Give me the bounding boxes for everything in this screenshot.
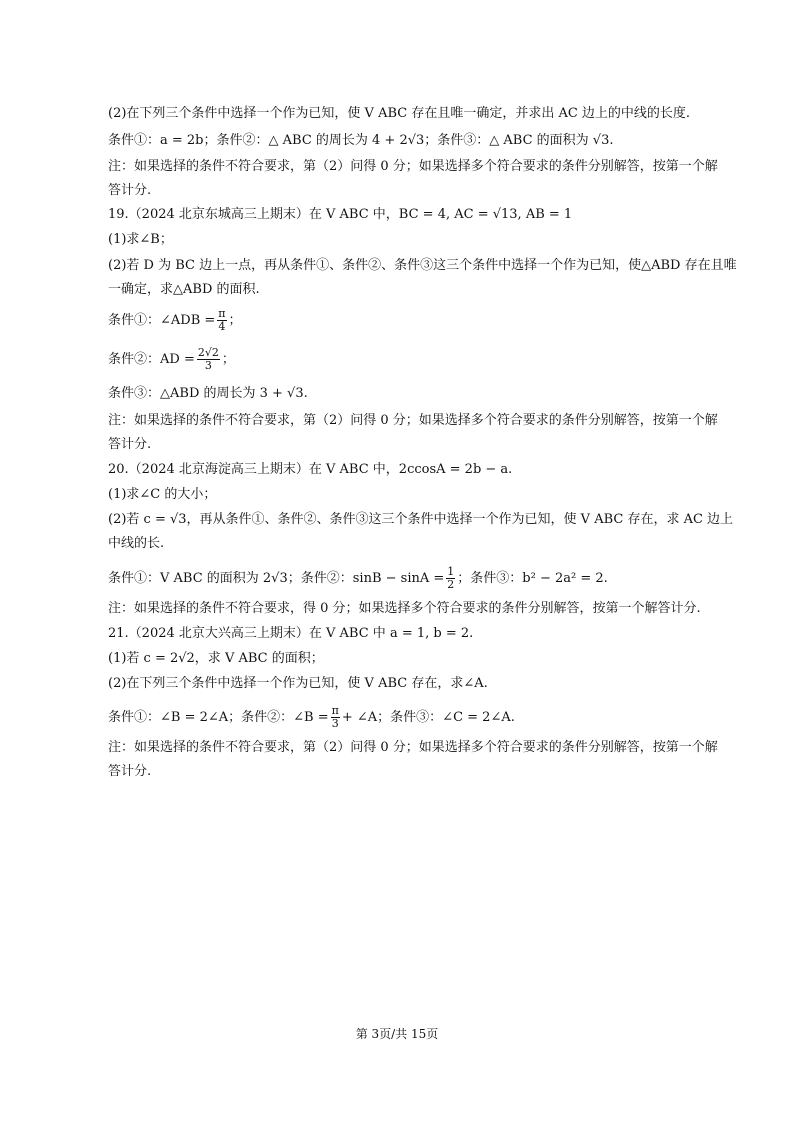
text-line: (2)若 c = √3，再从条件①、条件②、条件③这三个条件中选择一个作为已知，使 V ABC 存在，求 AC 边上 xyxy=(108,512,734,527)
question-20-header: 20.（2024 北京海淀高三上期末）在 V ABC 中，2ccosA = 2b − a. xyxy=(108,462,513,477)
fraction xyxy=(217,308,226,333)
text-line: (2)若 D 为 BC 边上一点，再从条件①、条件②、条件③这三个条件中选择一个作为已知，使△ABD 存在且唯 xyxy=(108,258,737,273)
text-line: (1)求∠B； xyxy=(108,232,173,247)
cond-suffix: ；条件③：b² − 2a² = 2. xyxy=(457,571,608,586)
question-19-header: 19.（2024 北京东城高三上期末）在 V ABC 中，BC = 4, AC = √13, AB = 1 xyxy=(108,207,573,222)
text-line: 条件①：a = 2b；条件②：△ ABC 的周长为 4 + 2√3；条件③：△ ABC 的面积为 √3. xyxy=(108,133,614,148)
text-line: 答计分. xyxy=(108,764,152,779)
text-line: 注：如果选择的条件不符合要求，第（2）问得 0 分；如果选择多个符合要求的条件分别解答，按第一个解 xyxy=(108,413,718,428)
page-number-footer: 第 3页/共 15页 xyxy=(355,1027,439,1041)
q21-conditions xyxy=(108,705,515,730)
text-line: 注：如果选择的条件不符合要求，第（2）问得 0 分；如果选择多个符合要求的条件分别解答，按第一个解 xyxy=(108,159,718,174)
text-line: (1)求∠C 的大小； xyxy=(108,487,217,502)
q20-conditions xyxy=(108,566,608,591)
cond-prefix: 条件②：AD = xyxy=(108,352,195,367)
text-line: 一确定，求△ABD 的面积. xyxy=(108,282,260,297)
fraction-numerator: 1 xyxy=(447,565,455,578)
fraction-numerator: 2√2 xyxy=(197,346,219,359)
q19-condition-2 xyxy=(108,347,235,372)
text-line: 条件③：△ABD 的周长为 3 + √3. xyxy=(108,386,308,401)
cond-prefix: 条件①：∠ADB = xyxy=(108,313,216,328)
cond-prefix: 条件①：V ABC 的面积为 2√3；条件②：sinB − sinA = xyxy=(108,571,445,586)
question-21-header: 21.（2024 北京大兴高三上期末）在 V ABC 中 a = 1, b = 2. xyxy=(108,626,474,641)
text-line: 注：如果选择的条件不符合要求，第（2）问得 0 分；如果选择多个符合要求的条件分别解答，按第一个解 xyxy=(108,740,718,755)
text-line: (2)在下列三个条件中选择一个作为已知，使 V ABC 存在且唯一确定，并求出 AC 边上的中线的长度. xyxy=(108,106,691,121)
text-line: (1)若 c = 2√2，求 V ABC 的面积； xyxy=(108,651,324,666)
text-line: 中线的长. xyxy=(108,536,165,551)
text-line: 注：如果选择的条件不符合要求，得 0 分；如果选择多个符合要求的条件分别解答，按第一个解答计分. xyxy=(108,601,701,616)
cond-suffix: ； xyxy=(221,352,235,367)
cond-suffix: + ∠A；条件③：∠C = 2∠A. xyxy=(341,710,515,725)
cond-suffix: ； xyxy=(228,313,242,328)
fraction-denominator: 4 xyxy=(218,320,226,333)
text-line: 答计分. xyxy=(108,437,152,452)
fraction xyxy=(331,705,340,730)
q19-condition-1 xyxy=(108,308,242,333)
fraction-numerator: π xyxy=(218,307,226,320)
fraction-numerator: π xyxy=(331,704,339,717)
fraction xyxy=(446,566,455,591)
text-line: 答计分. xyxy=(108,183,152,198)
fraction-denominator: 2 xyxy=(447,578,455,591)
fraction-denominator: 3 xyxy=(204,359,212,372)
fraction xyxy=(197,347,220,372)
fraction-denominator: 3 xyxy=(331,717,339,730)
text-line: (2)在下列三个条件中选择一个作为已知，使 V ABC 存在，求∠A. xyxy=(108,676,488,691)
cond-prefix: 条件①：∠B = 2∠A；条件②：∠B = xyxy=(108,710,329,725)
